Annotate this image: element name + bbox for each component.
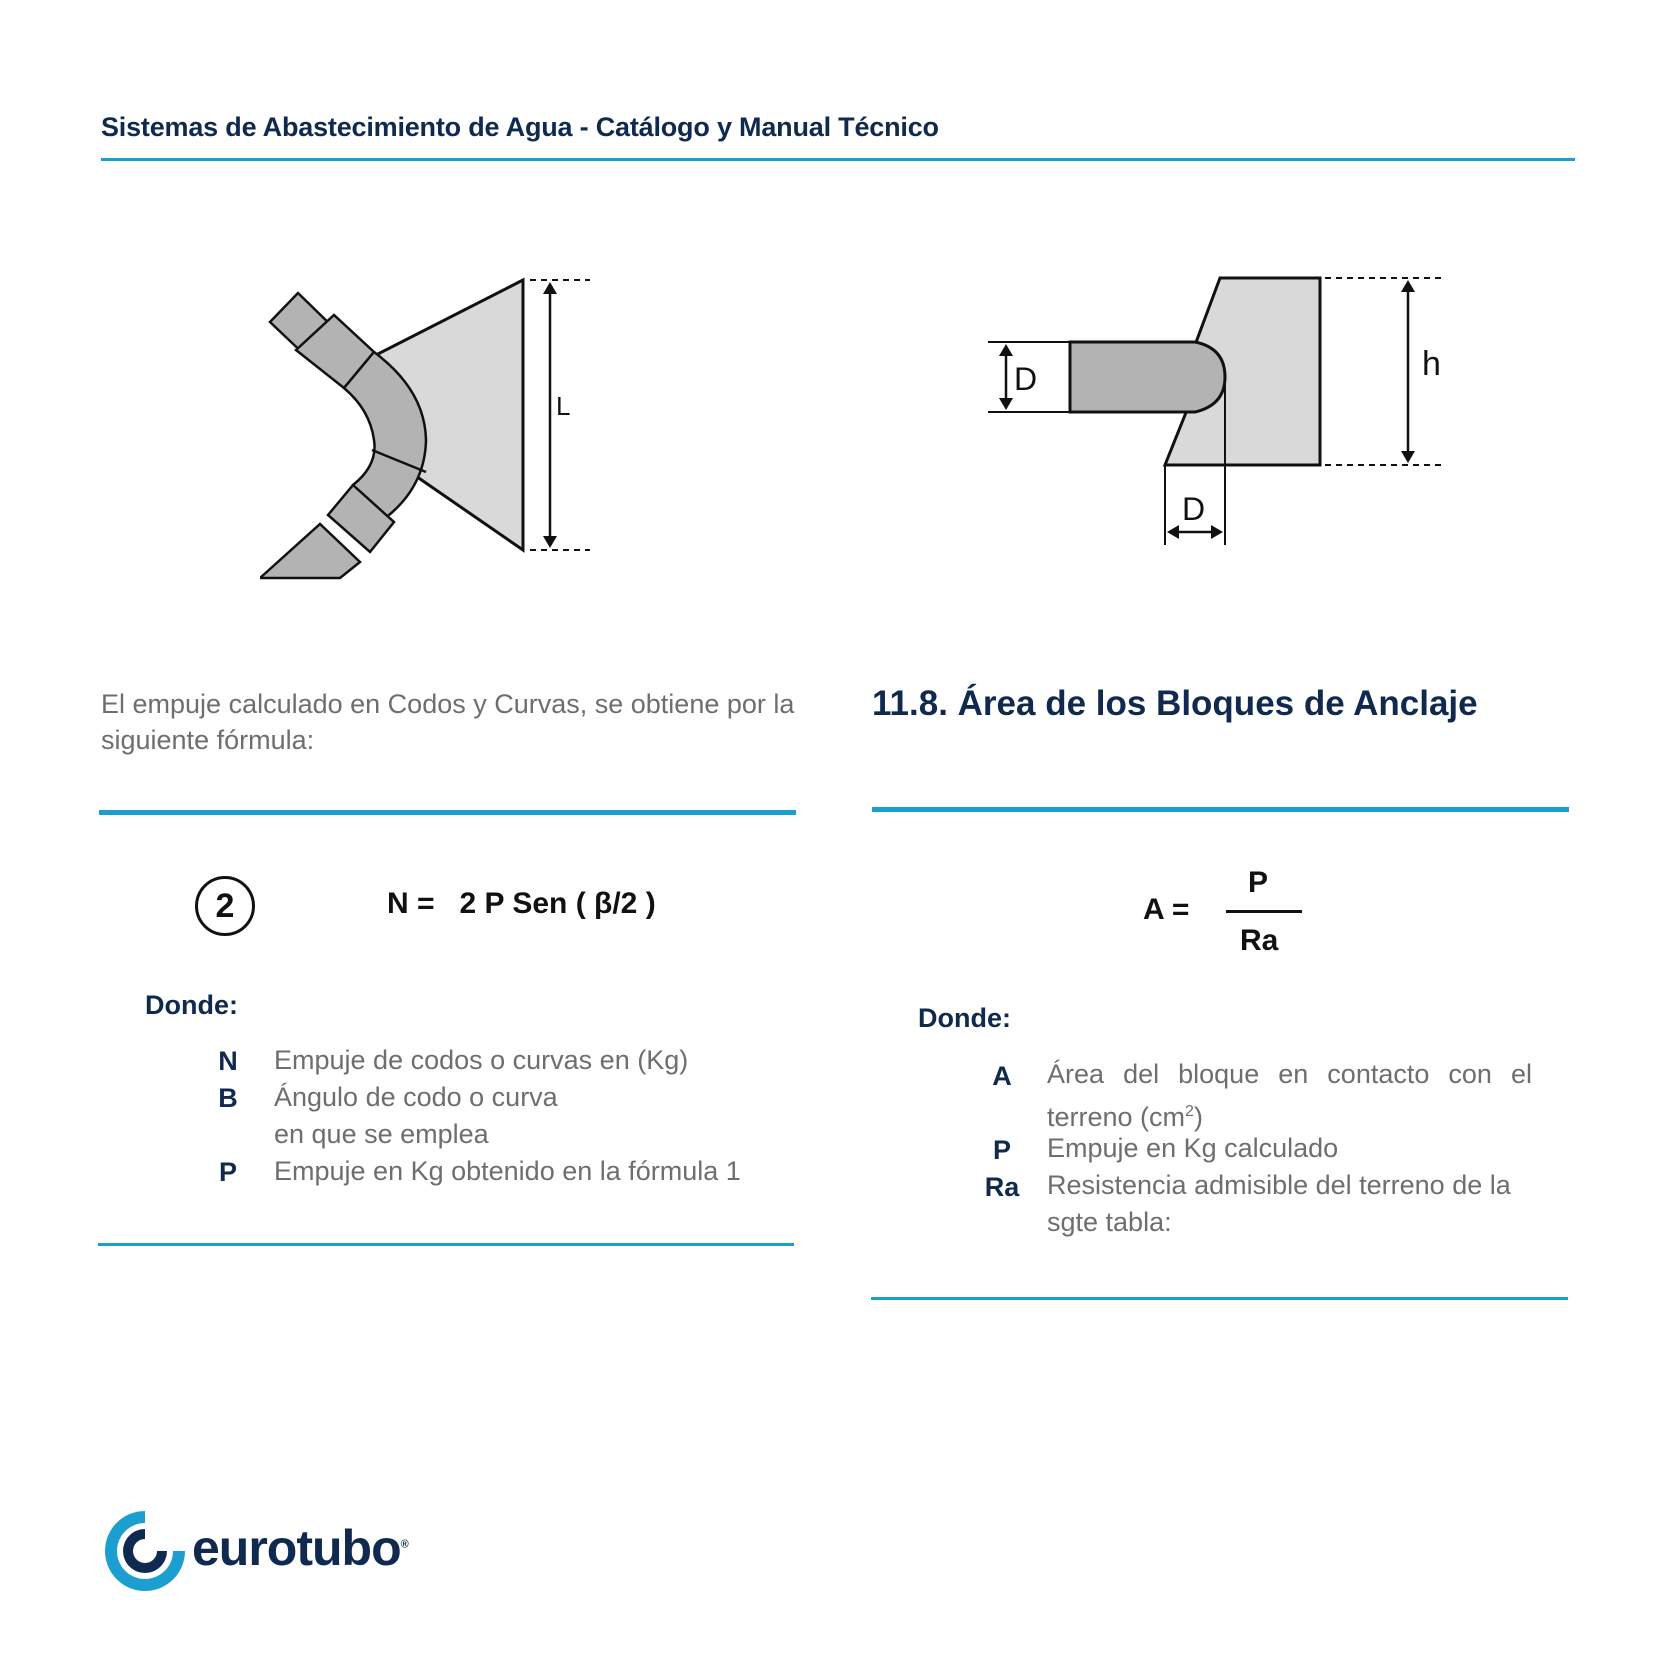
left-term-p: P	[218, 1157, 237, 1187]
area-formula-denominator: Ra	[1240, 924, 1279, 957]
left-intro-text: El empuje calculado en Codos y Curvas, se obtiene por la siguiente fórmula:	[101, 689, 795, 755]
right-definition-ra: Resistencia admisible del terreno de la sgte tabla:	[1047, 1170, 1511, 1237]
right-donde-label: Donde:	[918, 1003, 1011, 1033]
logo-registered-mark: ®	[400, 1538, 408, 1551]
left-term-b: B	[218, 1083, 238, 1113]
left-donde-label: Donde:	[145, 990, 238, 1020]
dimension-label-d-bottom: D	[1182, 491, 1206, 527]
area-formula-numerator: P	[1248, 866, 1269, 899]
pipe-body	[1070, 342, 1225, 412]
thrust-formula: N = 2 P Sen ( β/2 )	[387, 887, 656, 920]
section-heading: 11.8. Área de los Bloques de Anclaje	[872, 684, 1478, 723]
eurotubo-logo-icon	[101, 1507, 189, 1595]
anchor-block-diagram	[970, 270, 1470, 550]
left-definition-b: Ángulo de codo o curva en que se emplea	[274, 1082, 558, 1149]
area-formula-lhs: A =	[1143, 893, 1190, 926]
dimension-label-h: h	[1422, 345, 1441, 383]
pipe-segment-bottom	[260, 524, 360, 578]
right-definition-a-tail: )	[1193, 1102, 1203, 1132]
page-header-title: Sistemas de Abastecimiento de Agua - Catálogo y Manual Técnico	[101, 112, 939, 142]
left-divider-bottom	[98, 1243, 794, 1246]
formula-number-badge	[195, 876, 255, 936]
right-term-a: A	[992, 1061, 1012, 1091]
right-divider-bottom	[871, 1297, 1568, 1300]
left-definition-p: Empuje en Kg obtenido en la fórmula 1	[274, 1156, 741, 1186]
right-term-p: P	[992, 1135, 1011, 1165]
dimension-label-d-left: D	[1014, 361, 1038, 397]
elbow-thrust-block-diagram	[260, 260, 640, 580]
formula-number: 2	[215, 886, 235, 925]
left-term-n: N	[218, 1046, 238, 1076]
right-definition-a	[1047, 1056, 1532, 1136]
right-definition-p: Empuje en Kg calculado	[1047, 1133, 1339, 1163]
fraction-bar	[1226, 910, 1302, 913]
left-definition-n: Empuje de codos o curvas en (Kg)	[274, 1045, 689, 1075]
left-divider-top	[99, 810, 796, 815]
right-definition-a-sup: 2	[1185, 1103, 1194, 1120]
right-definition-a-text: Área del bloque en contacto con el terreno (cm	[1047, 1059, 1532, 1132]
header-divider	[101, 158, 1575, 161]
eurotubo-logo-text	[192, 1519, 408, 1577]
right-term-ra: Ra	[984, 1172, 1020, 1202]
dimension-label-l: L	[556, 391, 571, 421]
right-divider-top	[872, 807, 1569, 812]
logo-wordmark: eurotubo	[192, 1520, 401, 1576]
